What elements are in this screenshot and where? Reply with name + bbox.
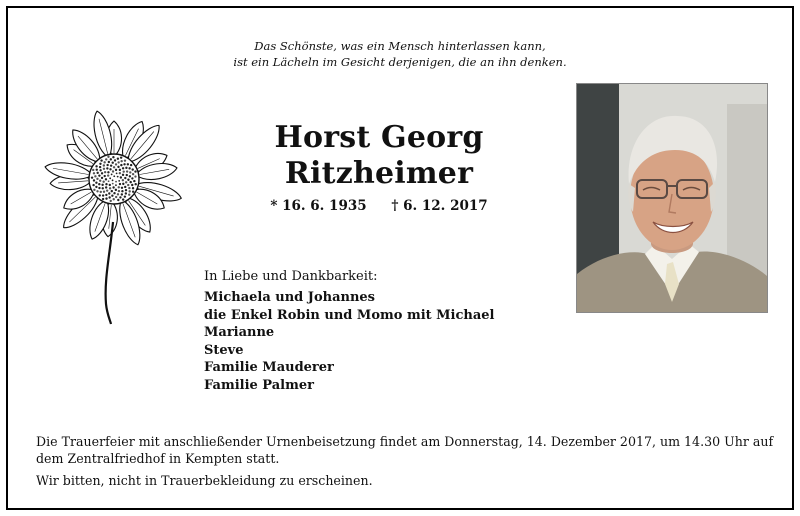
seed [108, 192, 110, 194]
seed [115, 196, 117, 198]
seed [124, 186, 126, 188]
seed [122, 179, 124, 181]
seed [131, 177, 133, 179]
seed [105, 186, 107, 188]
seed [125, 167, 127, 169]
seed [119, 183, 121, 185]
seed [112, 162, 114, 164]
mourner-item: Steve [204, 342, 244, 358]
seed [103, 164, 105, 166]
life-dates [204, 198, 554, 214]
seed [96, 190, 98, 192]
seed [103, 168, 105, 170]
seed [119, 196, 121, 198]
seed [111, 174, 113, 176]
seed [112, 183, 114, 185]
sunflower-illustration [34, 94, 194, 326]
seed [128, 187, 130, 189]
seed [107, 171, 109, 173]
seed [112, 156, 114, 158]
seed [135, 183, 137, 185]
seed [105, 183, 107, 185]
seed [128, 194, 130, 196]
seed [124, 159, 126, 161]
seed [123, 163, 125, 165]
seed [115, 163, 117, 165]
seed [115, 189, 117, 191]
seed [125, 189, 127, 191]
seed [114, 159, 116, 161]
ceremony-text: Die Trauerfeier mit anschließender Urnenbeisetzung findet am Donnerstag, 14. Dezember 2017, um 14.30 Uhr auf dem Zentralfriedhof in Kempten statt. [36, 434, 774, 466]
seed [117, 158, 119, 160]
seed [134, 175, 136, 177]
seed [99, 169, 101, 171]
seed [118, 180, 120, 182]
seed [127, 184, 129, 186]
mourner-item: Familie Mauderer [204, 360, 334, 375]
seed [122, 174, 124, 176]
seed [128, 167, 130, 169]
seed [131, 184, 133, 186]
seed [105, 158, 107, 160]
attire-request: Wir bitten, nicht in Trauerbekleidung zu erscheinen. [36, 473, 373, 488]
seed [110, 158, 112, 160]
seed [95, 181, 97, 183]
seed [113, 198, 115, 200]
seed [117, 161, 119, 163]
seed [92, 169, 94, 171]
seed [99, 194, 101, 196]
seed [127, 179, 129, 181]
seed [99, 166, 101, 168]
seed [110, 200, 112, 202]
mourners-list [204, 289, 495, 394]
seed [92, 184, 94, 186]
seed [118, 186, 120, 188]
seed [113, 166, 115, 168]
seed [132, 173, 134, 175]
seed [117, 176, 119, 178]
seed [104, 171, 106, 173]
seed [113, 175, 115, 177]
seed [98, 187, 100, 189]
seed [130, 164, 132, 166]
seed [117, 166, 119, 168]
seed [124, 195, 126, 197]
seed [106, 167, 108, 169]
seed [99, 163, 101, 165]
seed [102, 187, 104, 189]
seed [98, 183, 100, 185]
deceased-name [204, 120, 554, 192]
seed [108, 161, 110, 163]
seed [105, 178, 107, 180]
seed [102, 198, 104, 200]
seed [91, 176, 93, 178]
seed [106, 189, 108, 191]
seed [110, 164, 112, 166]
seed [93, 189, 95, 191]
quote-line-1: Das Schönste, was ein Mensch hinterlassen kann, [254, 39, 546, 53]
seed [126, 170, 128, 172]
seed [112, 170, 114, 172]
seed [111, 190, 113, 192]
seed [129, 171, 131, 173]
flower-stem [106, 222, 113, 324]
seed [121, 187, 123, 189]
seed [96, 178, 98, 180]
seed [109, 184, 111, 186]
birth-date: * 16. 6. 1935 [270, 198, 367, 214]
seed [125, 181, 127, 183]
portrait-photo [576, 83, 768, 313]
seed [108, 180, 110, 182]
seed [119, 169, 121, 171]
seed [120, 160, 122, 162]
seed [119, 172, 121, 174]
seed [98, 174, 100, 176]
seed [95, 165, 97, 167]
seed [108, 196, 110, 198]
seed [134, 170, 136, 172]
seed [115, 181, 117, 183]
seed [105, 197, 107, 199]
seed [109, 187, 111, 189]
seed [93, 172, 95, 174]
seed [115, 184, 117, 186]
seed [124, 177, 126, 179]
seed [111, 195, 113, 197]
seed [104, 175, 106, 177]
seed [93, 179, 95, 181]
seed [121, 193, 123, 195]
seed [125, 192, 127, 194]
seed [131, 168, 133, 170]
seed [99, 180, 101, 182]
name-line-2: Ritzheimer [284, 156, 474, 191]
seed [120, 156, 122, 158]
seed [100, 159, 102, 161]
seed [112, 179, 114, 181]
seed [107, 156, 109, 158]
death-date: † 6. 12. 2017 [391, 198, 488, 214]
seed [126, 174, 128, 176]
name-line-1: Horst Georg [274, 120, 484, 155]
seed [101, 177, 103, 179]
seed [107, 174, 109, 176]
mourner-item: die Enkel Robin und Momo mit Michael [204, 307, 495, 323]
seed [113, 192, 115, 194]
seed [103, 191, 105, 193]
seed [121, 190, 123, 192]
memorial-quote [8, 38, 792, 70]
seed [106, 164, 108, 166]
seed [122, 167, 124, 169]
mourner-item: Familie Palmer [204, 377, 314, 393]
seed [94, 175, 96, 177]
seed [115, 169, 117, 171]
seed [109, 177, 111, 179]
mourners-intro: In Liebe und Dankbarkeit: [204, 269, 378, 284]
seed [105, 194, 107, 196]
seed [101, 172, 103, 174]
seed [129, 175, 131, 177]
quote-line-2: ist ein Lächeln im Gesicht derjenigen, die an ihn denken. [233, 55, 567, 69]
seed [117, 193, 119, 195]
seed [95, 186, 97, 188]
seed [123, 170, 125, 172]
seed [102, 181, 104, 183]
seed [122, 183, 124, 185]
seed [127, 163, 129, 165]
seed [101, 184, 103, 186]
seed [120, 164, 122, 166]
mourner-item: Marianne [204, 325, 275, 340]
seed [132, 187, 134, 189]
seed [96, 169, 98, 171]
seed [96, 172, 98, 174]
seed [112, 186, 114, 188]
seed [132, 191, 134, 193]
seed [122, 198, 124, 200]
seed [109, 168, 111, 170]
seed [100, 191, 102, 193]
seed [120, 176, 122, 178]
seed [117, 199, 119, 201]
seed [102, 194, 104, 196]
obituary-notice [6, 6, 794, 510]
seed [133, 180, 135, 182]
seed [130, 181, 132, 183]
seed [116, 173, 118, 175]
seed [118, 190, 120, 192]
ceremony-info [36, 434, 776, 490]
seed [128, 190, 130, 192]
seed [103, 161, 105, 163]
mourner-item: Michaela und Johannes [204, 290, 375, 305]
